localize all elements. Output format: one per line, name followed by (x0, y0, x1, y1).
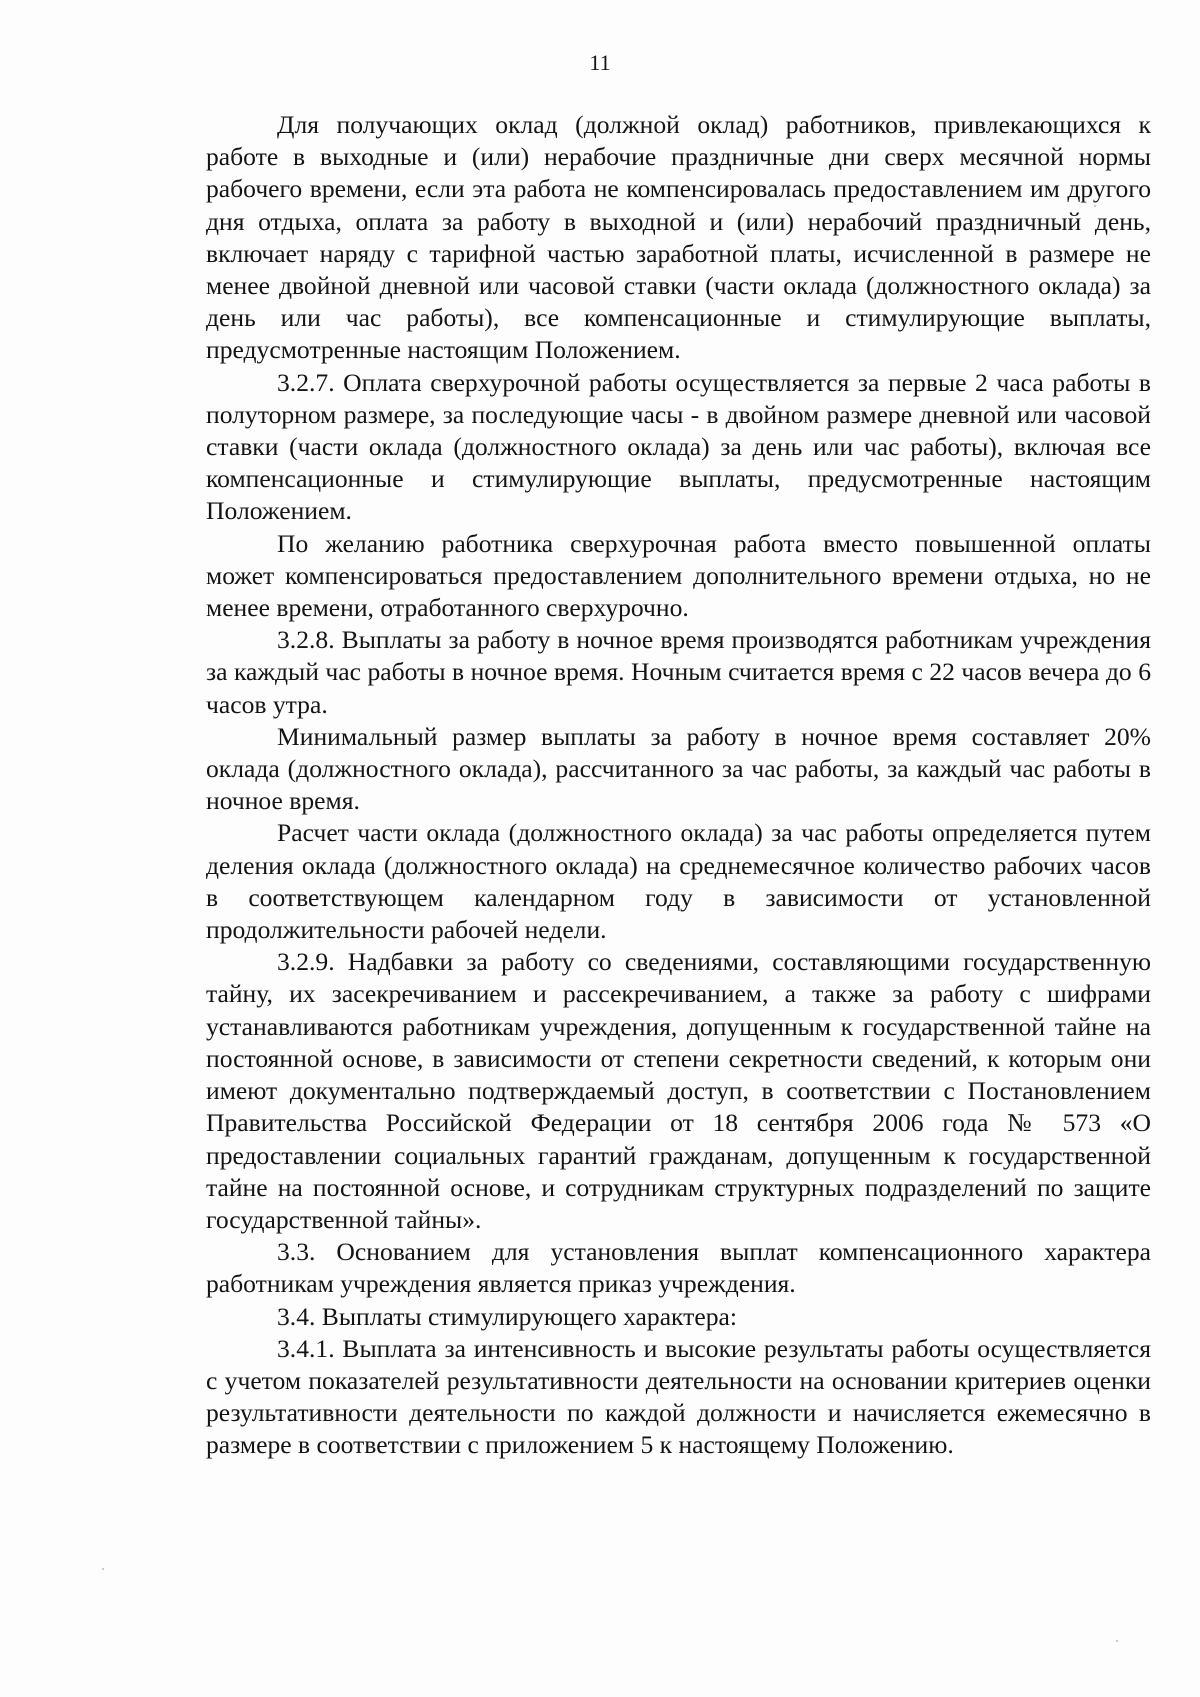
paragraph-3-3-basis: 3.3. Основанием для установления выплат компенсационного характера работникам учреждения является приказ учреждения. (206, 1237, 1151, 1299)
paragraph-weekend-pay: Для получающих оклад (должной оклад) работников, привлекающихся к работе в выходные и (или) нерабочие праздничные дни сверх месячной нормы рабочего времени, если эта работа не компенсировалась предоставлением им другого дня отдыха, оплата за работу в выходной и (или) нерабочий праздничный день, включает наряду с тарифной частью заработной платы, исчисленной в размере не менее двойной дневной или часовой ставки (части оклада (должностного оклада) за день или час работы), все компенсационные и стимулирующие выплаты, предусмотренные настоящим Положением. (206, 110, 1151, 365)
paragraph-night-work-minimum: Минимальный размер выплаты за работу в ночное время составляет 20% оклада (должностного оклада), рассчитанного за час работы, за каждый час работы в ночное время. (206, 721, 1151, 816)
paragraph-3-2-8-night-work: 3.2.8. Выплаты за работу в ночное время производятся работникам учреждения за каждый час работы в ночное время. Ночным считается время с 22 часов вечера до 6 часов утра. (206, 625, 1151, 719)
paragraph-3-2-9-state-secret-bonus: 3.2.9. Надбавки за работу со сведениями, составляющими государственную тайну, их засекречиванием и рассекречиванием, а также за работу с шифрами устанавливаются работникам учреждения, допущенным к государственной тайне на постоянной основе, в зависимости от степени секретности сведений, к которым они имеют документально подтверждаемый доступ, в соответствии с Постановлением Правительства Российской Федерации от 18 сентября 2006 года № 573 «О предоставлении социальных гарантий гражданам, допущенным к государственной тайне на постоянной основе, и сотрудникам структурных подразделений по защите государственной тайны». (206, 947, 1151, 1234)
page-number: 11 (589, 50, 611, 75)
scan-speck (102, 1568, 104, 1570)
paragraph-3-2-7-overtime-pay: 3.2.7. Оплата сверхурочной работы осуществляется за первые 2 часа работы в полуторном размере, за последующие часы - в двойном размере дневной или часовой ставки (части оклада (должностного оклада) за день или час работы), включая все компенсационные и стимулирующие выплаты, предусмотренные настоящим Положением. (206, 367, 1151, 526)
paragraph-3-4-incentive-payments: 3.4. Выплаты стимулирующего характера: (277, 1301, 737, 1331)
scan-speck (1094, 205, 1096, 207)
scan-speck (1116, 1640, 1118, 1642)
paragraph-3-4-1-intensity-payment: 3.4.1. Выплата за интенсивность и высокие результаты работы осуществляется с учетом показателей результативности деятельности на основании критериев оценки результативности деятельности по каждой должности и начисляется ежемесячно в размере в соответствии с приложением 5 к настоящему Положению. (206, 1333, 1151, 1460)
paragraph-overtime-rest-compensation: По желанию работника сверхурочная работа вместо повышенной оплаты может компенсироваться предоставлением дополнительного времени отдыха, но не менее времени, отработанного сверхурочно. (206, 528, 1151, 623)
document-body (206, 109, 1151, 1462)
paragraph-hourly-rate-calculation: Расчет части оклада (должностного оклада) за час работы определяется путем деления оклада (должностного оклада) на среднемесячное количество рабочих часов в соответствующем календарном году в зависимости от установленной продолжительности рабочей недели. (206, 818, 1151, 945)
